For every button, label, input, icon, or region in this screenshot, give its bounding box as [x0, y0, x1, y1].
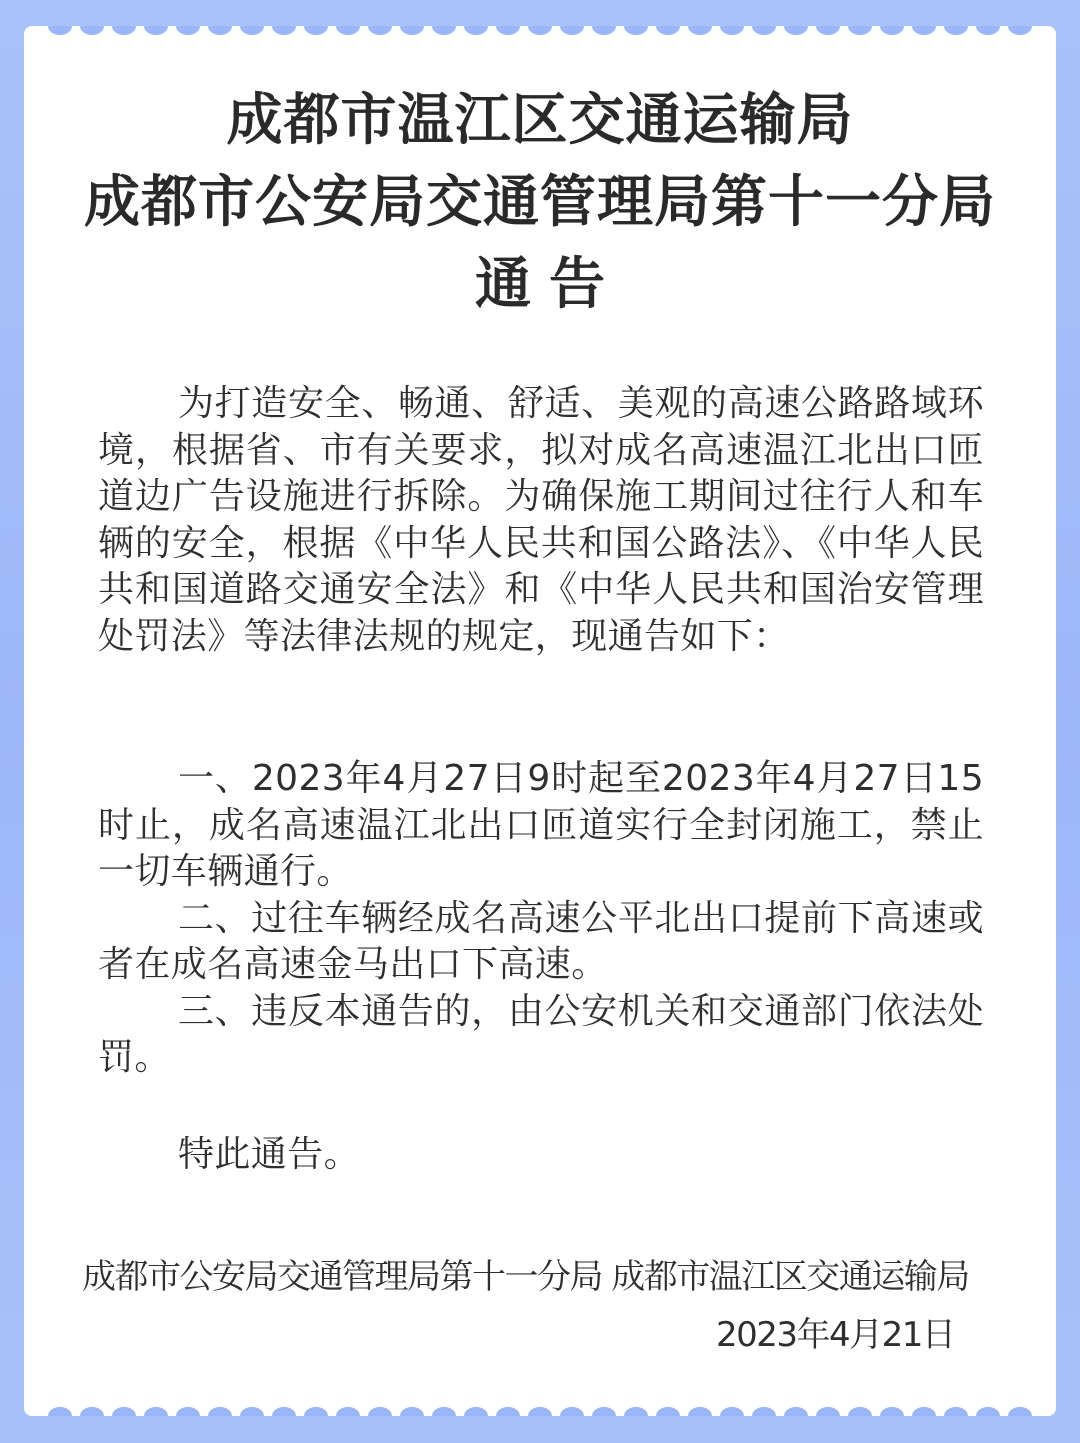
scallop-notch — [816, 26, 840, 35]
scallop-notch — [752, 26, 776, 35]
notice-item-2: 二、过往车辆经成名高速公平北出口提前下高速或者在成名高速金马出口下高速。 — [98, 897, 984, 985]
scallop-notch — [976, 26, 1000, 35]
notice-items-section — [98, 756, 984, 1082]
notice-intro-section — [98, 381, 984, 660]
notice-header — [0, 80, 1080, 326]
scallop-notch — [432, 26, 456, 35]
scallop-notch — [528, 26, 552, 35]
scallop-notch — [80, 26, 104, 35]
scallop-notch — [400, 26, 424, 35]
scallop-notch — [656, 1407, 680, 1416]
issue-date: 2023年4月21日 — [716, 1315, 955, 1355]
scallop-border-top — [24, 26, 1056, 40]
scallop-notch — [560, 1407, 584, 1416]
intro-paragraph: 为打造安全、畅通、舒适、美观的高速公路路域环境，根据省、市有关要求，拟对成名高速温江北出口匝道边广告设施进行拆除。为确保施工期间过往行人和车辆的安全，根据《中华人民共和国公路法》、《中华人民共和国道路交通安全法》和《中华人民共和国治安管理处罚法》等法律法规的规定，现通告如下： — [98, 383, 984, 657]
scallop-notch — [880, 1407, 904, 1416]
scallop-notch — [816, 1407, 840, 1416]
scallop-notch — [48, 26, 72, 35]
scallop-notch — [880, 26, 904, 35]
scallop-notch — [496, 26, 520, 35]
notice-item-1: 一、2023年4月27日9时起至2023年4月27日15时止，成名高速温江北出口匝道实行全封闭施工，禁止一切车辆通行。 — [98, 758, 984, 892]
scallop-notch — [304, 26, 328, 35]
title-issuer-transport: 成都市温江区交通运输局 — [226, 88, 854, 153]
scallop-notch — [656, 26, 680, 35]
scallop-notch — [912, 26, 936, 35]
scallop-notch — [624, 26, 648, 35]
scallop-notch — [592, 1407, 616, 1416]
scallop-notch — [848, 26, 872, 35]
scallop-notch — [208, 1407, 232, 1416]
scallop-notch — [976, 1407, 1000, 1416]
scallop-notch — [112, 1407, 136, 1416]
scallop-notch — [688, 26, 712, 35]
scallop-notch — [432, 1407, 456, 1416]
scallop-notch — [112, 26, 136, 35]
scallop-notch — [784, 1407, 808, 1416]
scallop-notch — [240, 26, 264, 35]
scallop-notch — [944, 1407, 968, 1416]
scallop-notch — [752, 1407, 776, 1416]
scallop-notch — [336, 26, 360, 35]
scallop-notch — [464, 26, 488, 35]
scallop-notch — [496, 1407, 520, 1416]
scallop-notch — [144, 1407, 168, 1416]
scallop-notch — [560, 26, 584, 35]
scallop-notch — [176, 26, 200, 35]
scallop-notch — [464, 1407, 488, 1416]
scallop-notch — [80, 1407, 104, 1416]
title-issuer-traffic-police: 成都市公安局交通管理局第十一分局 — [84, 170, 996, 235]
scallop-notch — [368, 1407, 392, 1416]
scallop-notch — [176, 1407, 200, 1416]
scallop-notch — [208, 26, 232, 35]
notice-title: 通告 — [475, 252, 623, 317]
scallop-notch — [592, 26, 616, 35]
scallop-notch — [336, 1407, 360, 1416]
scallop-notch — [400, 1407, 424, 1416]
scallop-notch — [368, 26, 392, 35]
scallop-notch — [144, 26, 168, 35]
scallop-notch — [272, 1407, 296, 1416]
notice-closing-section — [98, 1132, 984, 1179]
scallop-notch — [720, 1407, 744, 1416]
scallop-notch — [624, 1407, 648, 1416]
signatories: 成都市公安局交通管理局第十一分局 成都市温江区交通运输局 — [82, 1257, 969, 1297]
closing-line: 特此通告。 — [178, 1134, 361, 1175]
scallop-notch — [688, 1407, 712, 1416]
scallop-notch — [240, 1407, 264, 1416]
scallop-notch — [912, 1407, 936, 1416]
scallop-notch — [1008, 26, 1032, 35]
notice-item-3: 三、违反本通告的，由公安机关和交通部门依法处罚。 — [98, 990, 984, 1078]
scallop-notch — [784, 26, 808, 35]
scallop-border-bottom — [24, 1402, 1056, 1416]
scallop-notch — [272, 26, 296, 35]
scallop-notch — [1008, 1407, 1032, 1416]
scallop-notch — [304, 1407, 328, 1416]
scallop-notch — [720, 26, 744, 35]
scallop-notch — [48, 1407, 72, 1416]
scallop-notch — [528, 1407, 552, 1416]
scallop-notch — [944, 26, 968, 35]
scallop-notch — [848, 1407, 872, 1416]
